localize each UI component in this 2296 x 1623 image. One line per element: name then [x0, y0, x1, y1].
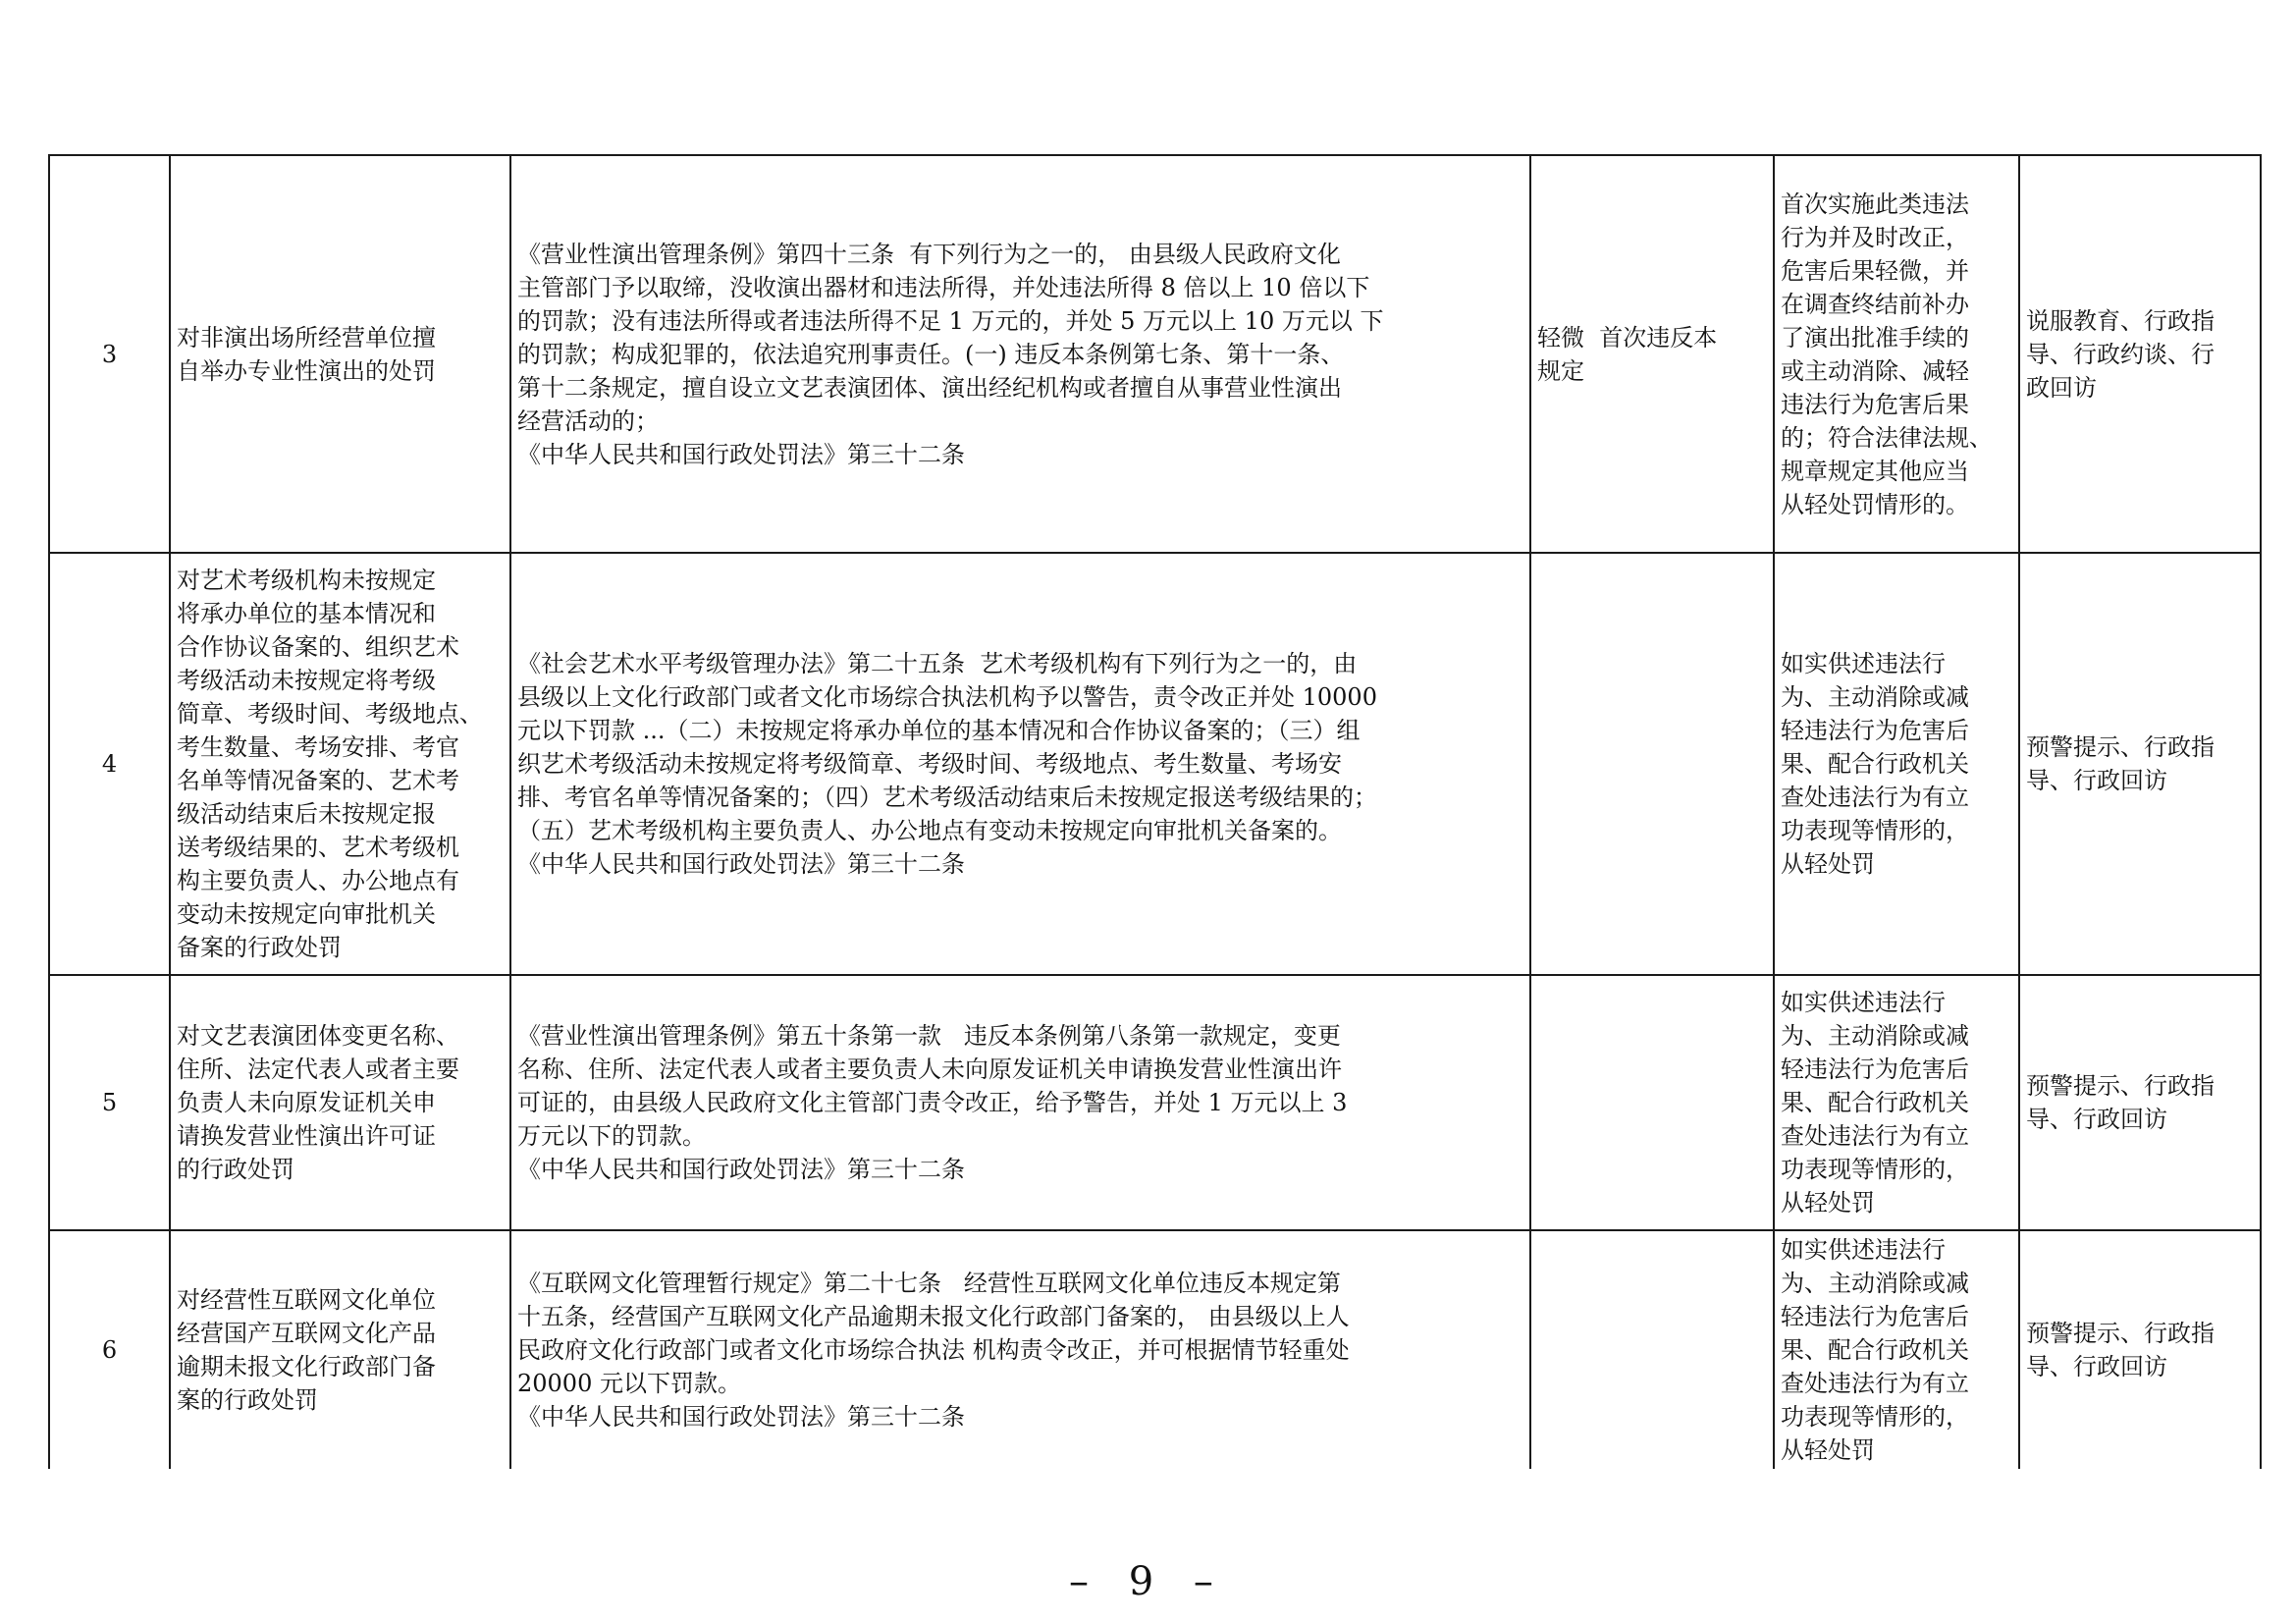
guidance-measures: 预警提示、行政指 导、行政回访	[2019, 975, 2261, 1230]
penalty-table-sheet	[48, 154, 2260, 1469]
table-row	[49, 1230, 2261, 1469]
table-row	[49, 975, 2261, 1230]
offense-item: 对经营性互联网文化单位 经营国产互联网文化产品 逾期未报文化行政部门备 案的行政处罚	[170, 1230, 510, 1469]
guidance-measures: 说服教育、行政指 导、行政约谈、行 政回访	[2019, 155, 2261, 553]
legal-basis: 《社会艺术水平考级管理办法》第二十五条 艺术考级机构有下列行为之一的，由 县级以上文化行政部门或者文化市场综合执法机构予以警告，责令改正并处 10000 元以下罚款 ...（二）未按规定将承办单位的基本情况和合作协议备案的；（三）组 织艺术考级活动未按规定将考级简章、考级时间、考级地点、考生数量、考场安 排、考官名单等情况备案的；（四）艺术考级活动结束后未按规定报送考级结果的； （五）艺术考级机构主要负责人、办公地点有变动未按规定向审批机关备案的。 《中华人民共和国行政处罚法》第三十二条	[510, 553, 1530, 975]
table-row	[49, 553, 2261, 975]
applicable-condition: 如实供述违法行 为、主动消除或减 轻违法行为危害后 果、配合行政机关 查处违法行为有立 功表现等情形的， 从轻处罚	[1774, 553, 2019, 975]
applicable-condition: 如实供述违法行 为、主动消除或减 轻违法行为危害后 果、配合行政机关 查处违法行为有立 功表现等情形的， 从轻处罚	[1774, 1230, 2019, 1469]
row-number: 6	[49, 1230, 170, 1469]
offense-category	[1530, 553, 1774, 975]
page-number: – 9 –	[1069, 1559, 1227, 1604]
offense-item: 对文艺表演团体变更名称、 住所、法定代表人或者主要 负责人未向原发证机关申 请换发营业性演出许可证 的行政处罚	[170, 975, 510, 1230]
offense-category	[1530, 1230, 1774, 1469]
table-row	[49, 155, 2261, 553]
legal-basis: 《互联网文化管理暂行规定》第二十七条 经营性互联网文化单位违反本规定第 十五条，经营国产互联网文化产品逾期未报文化行政部门备案的， 由县级以上人 民政府文化行政部门或者文化市场综合执法 机构责令改正，并可根据情节轻重处 20000 元以下罚款。 《中华人民共和国行政处罚法》第三十二条	[510, 1230, 1530, 1469]
offense-item: 对艺术考级机构未按规定 将承办单位的基本情况和 合作协议备案的、组织艺术 考级活动未按规定将考级 简章、考级时间、考级地点、 考生数量、考场安排、考官 名单等情况备案的、艺术考 级活动结束后未按规定报 送考级结果的、艺术考级机 构主要负责人、办公地点有 变动未按规定向审批机关 备案的行政处罚	[170, 553, 510, 975]
penalty-table	[48, 154, 2262, 1469]
offense-category: 轻微 首次违反本 规定	[1530, 155, 1774, 553]
applicable-condition: 如实供述违法行 为、主动消除或减 轻违法行为危害后 果、配合行政机关 查处违法行为有立 功表现等情形的， 从轻处罚	[1774, 975, 2019, 1230]
row-number: 4	[49, 553, 170, 975]
applicable-condition: 首次实施此类违法 行为并及时改正， 危害后果轻微，并 在调查终结前补办 了演出批准手续的 或主动消除、减轻 违法行为危害后果 的；符合法律法规、 规章规定其他应当 从轻处罚情形的。	[1774, 155, 2019, 553]
row-number: 3	[49, 155, 170, 553]
legal-basis: 《营业性演出管理条例》第五十条第一款 违反本条例第八条第一款规定，变更 名称、住所、法定代表人或者主要负责人未向原发证机关申请换发营业性演出许 可证的，由县级人民政府文化主管部门责令改正，给予警告，并处 1 万元以上 3 万元以下的罚款。 《中华人民共和国行政处罚法》第三十二条	[510, 975, 1530, 1230]
guidance-measures: 预警提示、行政指 导、行政回访	[2019, 1230, 2261, 1469]
row-number: 5	[49, 975, 170, 1230]
guidance-measures: 预警提示、行政指 导、行政回访	[2019, 553, 2261, 975]
offense-item: 对非演出场所经营单位擅 自举办专业性演出的处罚	[170, 155, 510, 553]
legal-basis: 《营业性演出管理条例》第四十三条 有下列行为之一的， 由县级人民政府文化 主管部门予以取缔，没收演出器材和违法所得，并处违法所得 8 倍以上 10 倍以下 的罚款；没有违法所得或者违法所得不足 1 万元的，并处 5 万元以上 10 万元以 下 的罚款；构成犯罪的，依法追究刑事责任。(一) 违反本条例第七条、第十一条、 第十二条规定，擅自设立文艺表演团体、演出经纪机构或者擅自从事营业性演出 经营活动的； 《中华人民共和国行政处罚法》第三十二条	[510, 155, 1530, 553]
offense-category	[1530, 975, 1774, 1230]
